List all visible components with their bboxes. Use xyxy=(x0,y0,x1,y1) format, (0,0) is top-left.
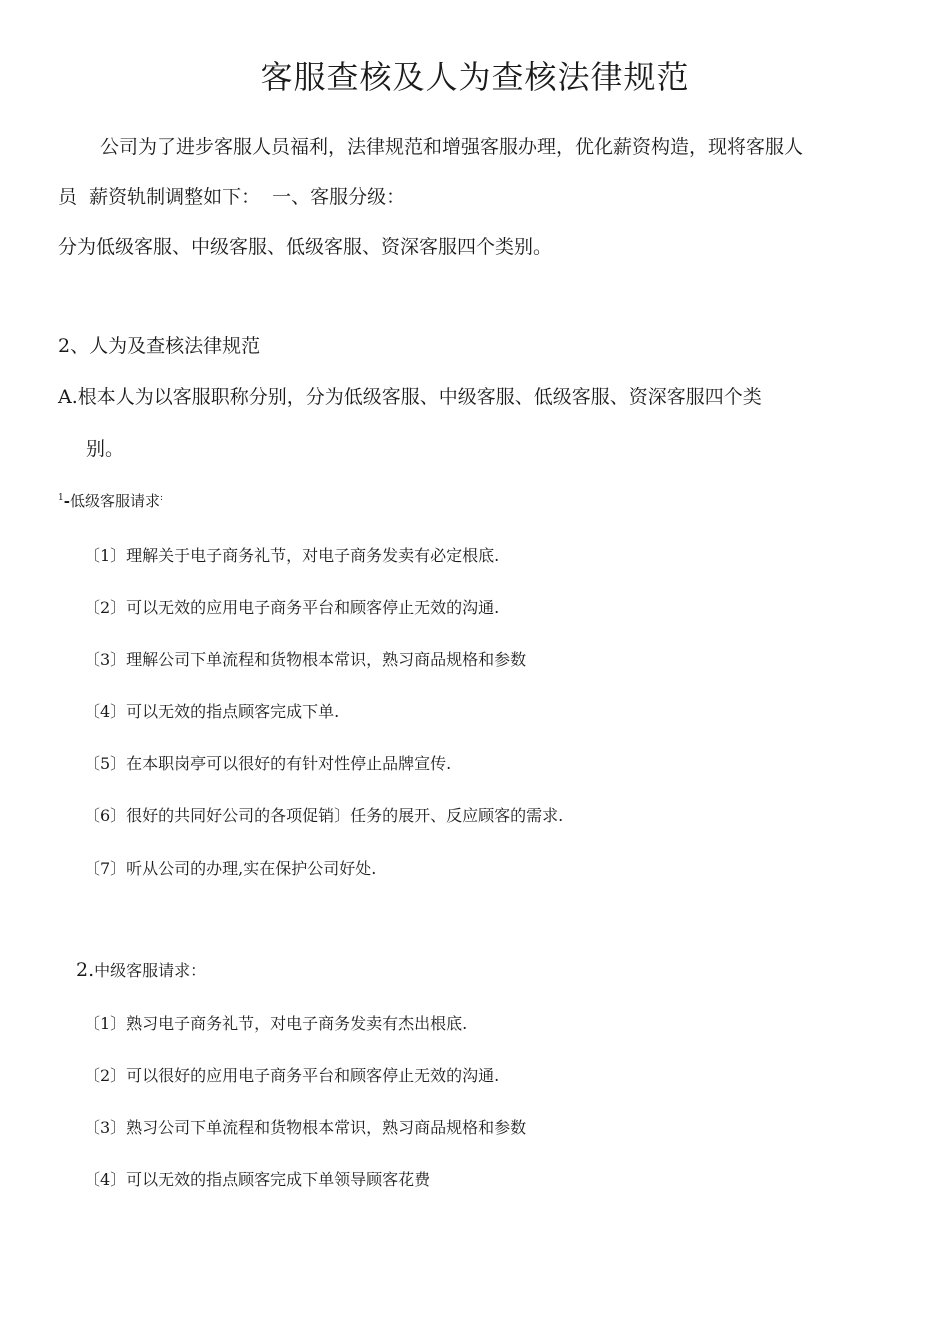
level-1-item-4: 〔4〕可以无效的指点顾客完成下单. xyxy=(84,702,340,721)
level-1-item-2: 〔2〕可以无效的应用电子商务平台和顾客停止无效的沟通. xyxy=(84,598,500,617)
paragraph-a-line-1: A.根本人为以客服职称分别，分为低级客服、中级客服、低级客服、资深客服四个类 xyxy=(58,386,762,408)
section-2-heading: 2、人为及查核法律规范 xyxy=(58,335,261,357)
level-1-item-6: 〔6〕很好的共同好公司的各项促销〕任务的展开、反应顾客的需求. xyxy=(84,806,564,825)
intro-paragraph-line-2: 员 薪资轨制调整如下： 一、客服分级： xyxy=(58,186,406,208)
level-2-item-1: 〔1〕熟习电子商务礼节，对电子商务发卖有杰出根底. xyxy=(84,1014,468,1033)
level-2-number: 2. xyxy=(76,959,95,981)
level-2-item-2: 〔2〕可以很好的应用电子商务平台和顾客停止无效的沟通. xyxy=(84,1066,500,1085)
level-1-dash: - xyxy=(63,492,70,510)
level-2-item-3: 〔3〕熟习公司下单流程和货物根本常识，熟习商品规格和参数 xyxy=(84,1118,527,1137)
level-1-item-5: 〔5〕在本职岗亭可以很好的有针对性停止品牌宣传. xyxy=(84,754,452,773)
level-1-heading-text: 低级客服请求 xyxy=(69,492,160,510)
level-2-heading-text: 中级客服请求： xyxy=(94,961,207,980)
level-2-item-4: 〔4〕可以无效的指点顾客完成下单领导顾客花费 xyxy=(84,1170,431,1189)
level-1-item-1: 〔1〕理解关于电子商务礼节，对电子商务发卖有必定根底. xyxy=(84,546,500,565)
level-1-item-7: 〔7〕听从公司的办理,实在保护公司好处. xyxy=(84,859,377,878)
intro-paragraph-line-1: 公司为了进步客服人员福利，法律规范和增强客服办理，优化薪资构造，现将客服人 xyxy=(100,136,804,158)
level-1-number: 1 xyxy=(58,493,64,503)
level-1-item-3: 〔3〕理解公司下单流程和货物根本常识，熟习商品规格和参数 xyxy=(84,650,527,669)
intro-paragraph-line-3: 分为低级客服、中级客服、低级客服、资深客服四个类别。 xyxy=(58,236,553,258)
paragraph-a-line-2: 别。 xyxy=(86,438,125,460)
page-title: 客服查核及人为查核法律规范 xyxy=(260,58,690,96)
level-1-heading-colon: : xyxy=(159,493,164,503)
level-2-heading xyxy=(76,958,206,981)
level-1-heading xyxy=(58,490,163,511)
